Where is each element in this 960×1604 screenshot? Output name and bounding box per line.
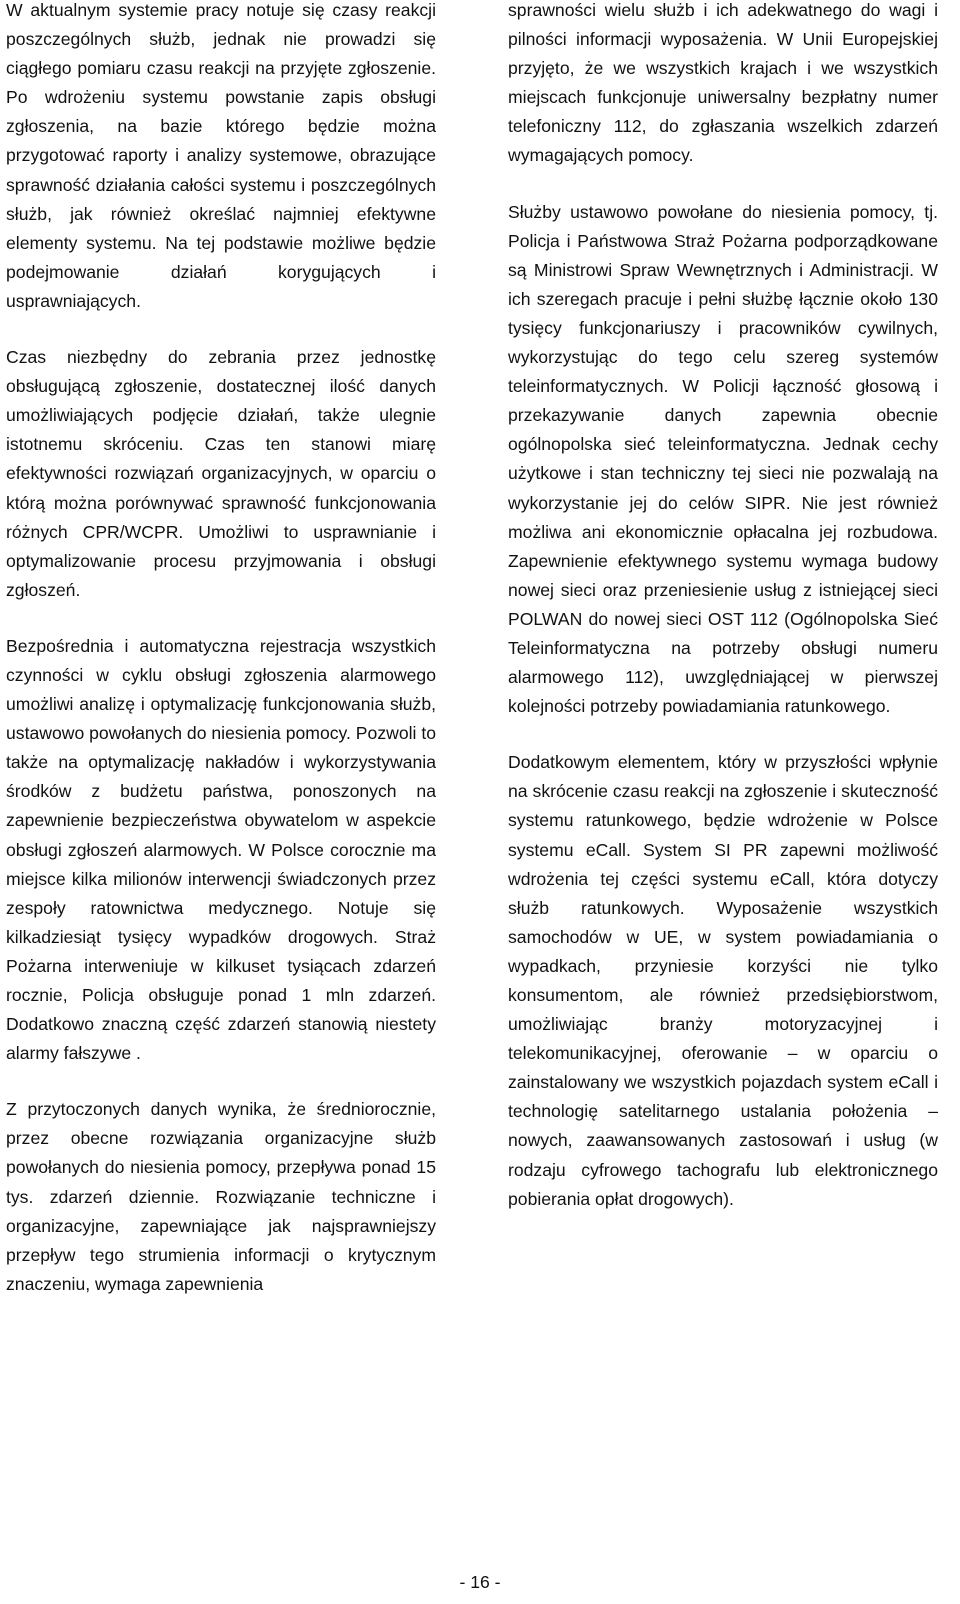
- paragraph: W aktualnym systemie pracy notuje się czasy reakcji poszczególnych służb, jednak nie prowadzi się ciągłego pomiaru czasu reakcji na przyjęte zgłoszenie. Po wdrożeniu systemu powstanie zapis obsługi zgłoszenia, na bazie którego będzie można przygotować raporty i analizy systemowe, obrazujące sprawność działania całości systemu i poszczególnych służb, jak również określać najmniej efektywne elementy systemu. Na tej podstawie możliwe będzie podejmowanie działań korygujących i usprawniających.: [6, 0, 436, 311]
- paragraph: sprawności wielu służb i ich adekwatnego do wagi i pilności informacji wyposażenia. W Unii Europejskiej przyjęto, że we wszystkich krajach i we wszystkich miejscach funkcjonuje uniwersalny bezpłatny numer telefoniczny 112, do zgłaszania wszelkich zdarzeń wymagających pomocy.: [508, 0, 938, 166]
- paragraph: Dodatkowym elementem, który w przyszłości wpłynie na skrócenie czasu reakcji na zgłoszenie i skuteczność systemu ratunkowego, będzie wdrożenie w Polsce systemu eCall. System SI PR zapewni możliwość wdrożenia tej części systemu eCall, która dotyczy służb ratunkowych. Wyposażenie wszystkich samochodów w UE, w system powiadamiania o wypadkach, przyniesie korzyści nie tylko konsumentom, ale również przedsiębiorstwom, umożliwiając branży motoryzacyjnej i telekomunikacyjnej, oferowanie – w oparciu o zainstalowany we wszystkich pojazdach system eCall i technologię satelitarnego ustalania położenia – nowych, zaawansowanych zastosowań i usług (w rodzaju cyfrowego tachografu lub elektronicznego pobierania opłat drogowych).: [508, 752, 938, 1209]
- paragraph: Bezpośrednia i automatyczna rejestracja wszystkich czynności w cyklu obsługi zgłoszenia alarmowego umożliwi analizę i optymalizację funkcjonowania służb, ustawowo powołanych do niesienia pomocy. Pozwoli to także na optymalizację nakładów i wykorzystywania środków z budżetu państwa, ponoszonych na zapewnienie bezpieczeństwa obywatelom w aspekcie obsługi zgłoszeń alarmowych. W Polsce corocznie ma miejsce kilka milionów interwencji świadczonych przez zespoły ratownictwa medycznego. Notuje się kilkadziesiąt tysięcy wypadków drogowych. Straż Pożarna interweniuje w kilkuset tysiącach zdarzeń rocznie, Policja obsługuje ponad 1 mln zdarzeń. Dodatkowo znaczną część zdarzeń stanowią niestety alarmy fałszywe .: [6, 635, 436, 1064]
- page-number: - 16 -: [459, 1572, 501, 1592]
- paragraph: Czas niezbędny do zebrania przez jednostkę obsługującą zgłoszenie, dostatecznej ilość danych umożliwiających podjęcie działań, także ulegnie istotnemu skróceniu. Czas ten stanowi miarę efektywności rozwiązań organizacyjnych, w oparciu o którą można porównywać sprawność funkcjonowania różnych CPR/WCPR. Umożliwi to usprawnianie i optymalizowanie procesu przyjmowania i obsługi zgłoszeń.: [6, 347, 436, 600]
- paragraph: Służby ustawowo powołane do niesienia pomocy, tj. Policja i Państwowa Straż Pożarna podporządkowane są Ministrowi Spraw Wewnętrznych i Administracji. W ich szeregach pracuje i pełni służbę łącznie około 130 tysięcy funkcjonariuszy i pracowników cywilnych, wykorzystując do tego celu szereg systemów teleinformatycznych. W Policji łączność głosową i przekazywanie danych zapewnia obecnie ogólnopolska sieć teleinformatyczna. Jednak cechy użytkowe i stan techniczny tej sieci nie pozwalają na wykorzystanie jej do celów SIPR. Nie jest również możliwa ani ekonomicznie opłacalna jej rozbudowa. Zapewnienie efektywnego systemu wymaga budowy nowej sieci oraz przeniesienie usług z istniejącej sieci POLWAN do nowej sieci OST 112 (Ogólnopolska Sieć Teleinformatyczna na potrzeby obsługi numeru alarmowego 112), uwzględniającej w pierwszej kolejności potrzeby powiadamiania ratunkowego.: [508, 201, 938, 717]
- right-column: [508, 0, 938, 1241]
- left-column: [6, 0, 436, 1326]
- paragraph: Z przytoczonych danych wynika, że średniorocznie, przez obecne rozwiązania organizacyjne służb powołanych do niesienia pomocy, przepływa ponad 15 tys. zdarzeń dziennie. Rozwiązanie techniczne i organizacyjne, zapewniające jak najsprawniejszy przepływ tego strumienia informacji o krytycznym znaczeniu, wymaga zapewnienia: [6, 1099, 436, 1294]
